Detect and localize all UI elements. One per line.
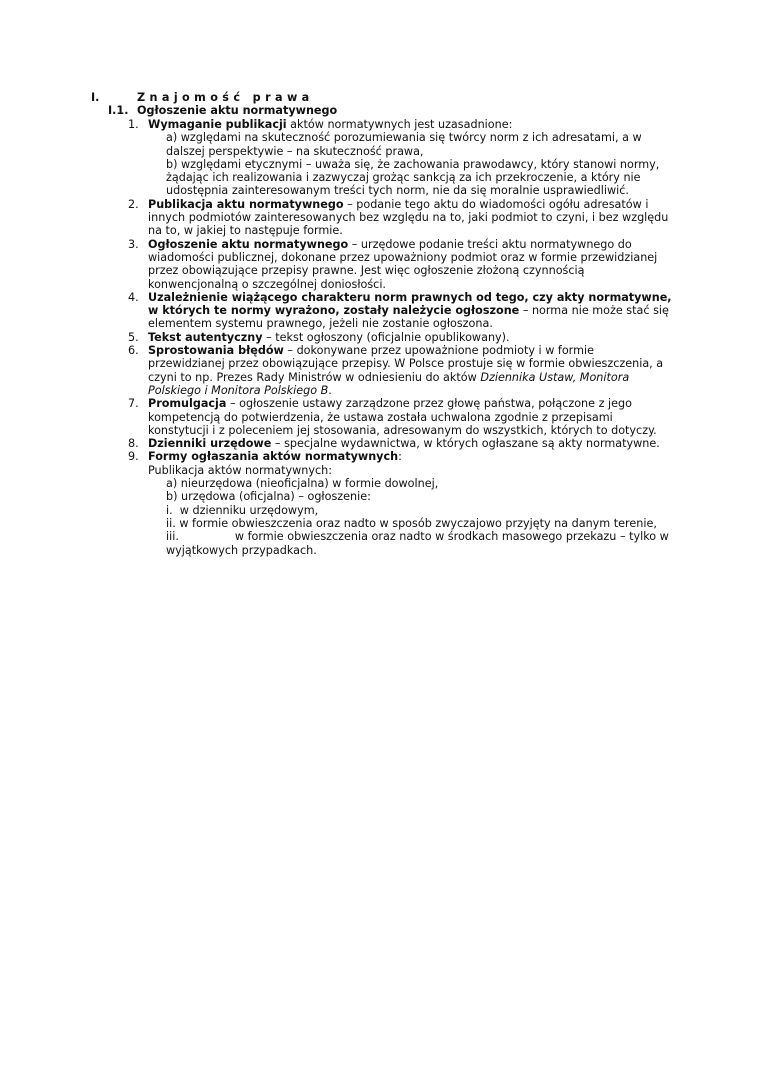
chapter-number: I.: [91, 91, 100, 104]
item-term: Uzależnienie wiążącego charakteru norm prawnych od tego, czy akty normatywne, w których te normy wyrażono, zostały należycie ogłoszone: [148, 290, 672, 318]
item-text: – podanie tego aktu do wiadomości ogółu adresatów i innych podmiotów zainteresowanych bez względu na to, jaki podmiot to czyni, i bez względu na to, w jakiej to następuje formie.: [148, 197, 669, 238]
item-number: 4.: [128, 290, 139, 304]
item-text: – norma nie może stać się elementem systemu prawnego, jeżeli nie zostanie ogłoszona.: [148, 304, 669, 331]
roman-text: w formie obwieszczenia oraz nadto w środkach masowego przekazu – tylko w wyjątkowych przypadkach.: [166, 530, 669, 557]
roman-point: [166, 517, 673, 530]
item-number: 7.: [128, 397, 139, 411]
item-text: – ogłoszenie ustawy zarządzone przez głowę państwa, połączone z jego kompetencją do potwierdzenia, że ustawa została uchwalona zgodnie z przepisami konstytucji i z poleceniem jej stosowania, adresowanym do wszystkich, których to dotyczy.: [148, 397, 657, 437]
item-term: Wymaganie publikacji: [148, 118, 287, 131]
item-text: :: [398, 450, 402, 464]
list-item: [128, 118, 673, 198]
list-item: [128, 237, 673, 291]
list-item: [128, 197, 673, 238]
item-text: – dokonywane przez upoważnione podmioty i w formie przewidzianej przez obowiązujące przepisy. W Polsce prostuje się w formie obwieszczenia, a czyni to np. Prezes Rady Ministrów w odniesieniu do aktów: [148, 344, 664, 384]
item-term: Tekst autentyczny: [148, 330, 263, 344]
item-italic-text: Dziennika Ustaw, Monitora Polskiego i Monitora Polskiego B: [148, 370, 630, 397]
item-number: 8.: [128, 437, 139, 451]
item-text: – specjalne wydawnictwa, w których ogłaszane są akty normatywne.: [271, 437, 660, 451]
item-number: 1.: [128, 118, 139, 131]
sub-point: a) nieurzędowa (nieoficjalna) w formie dowolnej,: [166, 477, 439, 491]
list-item: [128, 397, 673, 437]
item-number: 6.: [128, 344, 139, 358]
sub-point: b) względami etycznymi – uważa się, że zachowania prawodawcy, który stanowi normy, żądając ich realizowania i zazwyczaj grożąc sankcją za ich przekroczenie, a który nie udostępnia zainteresowanym treści tych norm, nie da się moralnie usprawiedliwić.: [166, 157, 660, 198]
roman-point: [166, 504, 673, 517]
roman-number: ii.: [166, 516, 176, 530]
chapter-heading: [91, 91, 314, 104]
item-text: aktów normatywnych jest uzasadnione:: [286, 118, 513, 131]
chapter-title: Znajomość prawa: [137, 91, 314, 104]
roman-number: i.: [166, 503, 173, 517]
list-item: [128, 437, 673, 451]
list-item: [128, 290, 673, 331]
item-term: Formy ogłaszania aktów normatywnych: [148, 450, 399, 464]
roman-text: w dzienniku urzędowym,: [179, 503, 319, 517]
item-term: Dzienniki urzędowe: [148, 437, 272, 451]
item-term: Publikacja aktu normatywnego: [148, 197, 344, 211]
numbered-list: [128, 118, 673, 557]
item-number: 9.: [128, 450, 139, 464]
sub-point: a) względami na skuteczność porozumiewania się twórcy norm z ich adresatami, a w dalszej perspektywie – na skuteczność prawa,: [166, 131, 642, 158]
item-term: Sprostowania błędów: [148, 344, 284, 358]
item-text-tail: .: [328, 383, 332, 397]
roman-number: iii.: [166, 530, 179, 544]
item-intro: Publikacja aktów normatywnych:: [148, 463, 333, 477]
list-item: [128, 330, 673, 344]
item-term: Promulgacja: [148, 397, 227, 411]
roman-text: w formie obwieszczenia oraz nadto w sposób zwyczajowo przyjęty na danym terenie,: [179, 516, 657, 530]
list-item: [128, 450, 673, 557]
sub-point: b) urzędowa (oficjalna) – ogłoszenie:: [166, 490, 371, 504]
roman-point: [166, 530, 673, 557]
section-heading: [108, 104, 337, 117]
item-term: Ogłoszenie aktu normatywnego: [148, 237, 349, 251]
item-number: 3.: [128, 237, 139, 251]
item-text: – urzędowe podanie treści aktu normatywnego do wiadomości publicznej, dokonane przez upoważniony podmiot oraz w formie przewidzianej przez obowiązujące przepisy prawne. Jest więc ogłoszenie złożoną czynnością konwencjonalną o szczególnej doniosłości.: [148, 237, 658, 291]
item-text: – tekst ogłoszony (oficjalnie opublikowany).: [262, 330, 510, 344]
item-number: 2.: [128, 197, 139, 211]
item-number: 5.: [128, 330, 139, 344]
section-number: I.1.: [108, 104, 129, 117]
section-title: Ogłoszenie aktu normatywnego: [137, 104, 338, 117]
list-item: [128, 344, 673, 397]
